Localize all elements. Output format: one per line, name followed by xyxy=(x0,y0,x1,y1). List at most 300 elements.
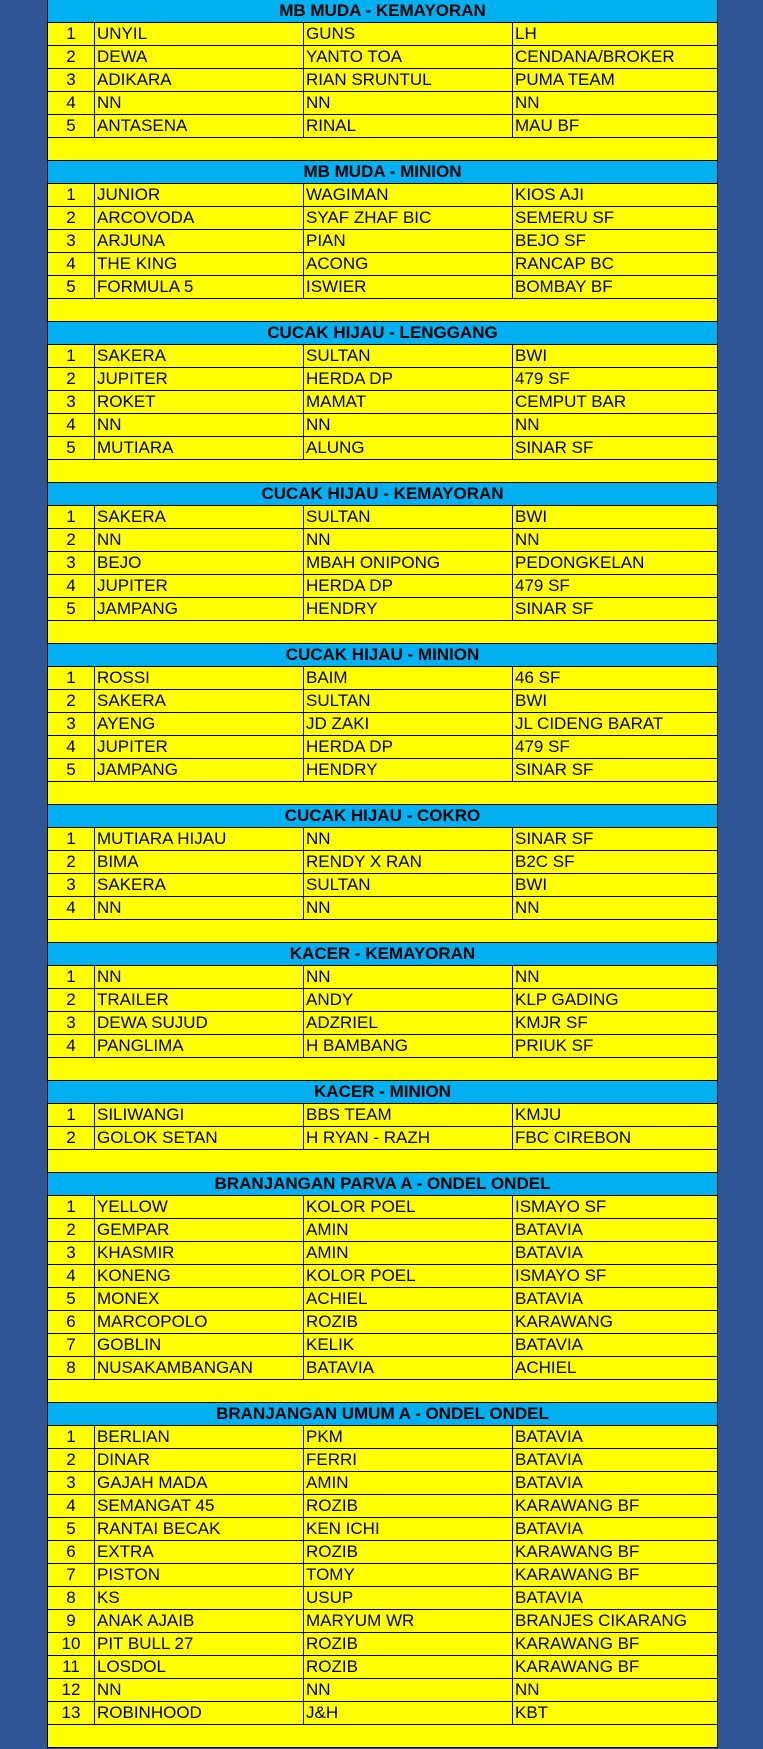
section-spacer xyxy=(48,621,717,644)
bird-name-cell: PISTON xyxy=(95,1564,304,1586)
owner-cell: HERDA DP xyxy=(304,368,513,390)
bird-name-cell: DEWA xyxy=(95,46,304,68)
bird-name-cell: PIT BULL 27 xyxy=(95,1633,304,1655)
bird-name-cell: GAJAH MADA xyxy=(95,1472,304,1494)
rank-cell: 2 xyxy=(48,207,95,229)
bird-name-cell: JUPITER xyxy=(95,368,304,390)
bird-name-cell: SAKERA xyxy=(95,690,304,712)
rank-cell: 2 xyxy=(48,46,95,68)
bird-name-cell: FORMULA 5 xyxy=(95,276,304,298)
rank-cell: 1 xyxy=(48,506,95,528)
rank-cell: 2 xyxy=(48,690,95,712)
rank-cell: 1 xyxy=(48,667,95,689)
bird-name-cell: BIMA xyxy=(95,851,304,873)
team-cell: BATAVIA xyxy=(515,1289,584,1308)
table-row xyxy=(48,598,717,621)
rank-cell: 10 xyxy=(48,1633,95,1655)
team-cell: NN xyxy=(515,415,540,434)
bird-name-cell: PANGLIMA xyxy=(95,1035,304,1057)
table-row xyxy=(48,759,717,782)
owner-cell: AMIN xyxy=(304,1242,513,1264)
owner-cell: WAGIMAN xyxy=(304,184,513,206)
owner-cell: AMIN xyxy=(304,1219,513,1241)
owner-cell: ALUNG xyxy=(304,437,513,459)
owner-cell: MBAH ONIPONG xyxy=(304,552,513,574)
bird-name-cell: NN xyxy=(95,897,304,919)
section-spacer xyxy=(48,1380,717,1403)
table-row xyxy=(48,667,717,690)
bird-name-cell: SAKERA xyxy=(95,345,304,367)
owner-cell: SYAF ZHAF BIC xyxy=(304,207,513,229)
owner-cell: HENDRY xyxy=(304,759,513,781)
table-row xyxy=(48,1541,717,1564)
table-row xyxy=(48,1518,717,1541)
section-spacer xyxy=(48,1725,717,1748)
team-cell: SINAR SF xyxy=(515,599,594,618)
rank-cell: 4 xyxy=(48,575,95,597)
table-row xyxy=(48,1012,717,1035)
rank-cell: 9 xyxy=(48,1610,95,1632)
bird-name-cell: EXTRA xyxy=(95,1541,304,1563)
owner-cell: HENDRY xyxy=(304,598,513,620)
owner-cell: HERDA DP xyxy=(304,736,513,758)
bird-name-cell: JUPITER xyxy=(95,575,304,597)
table-row xyxy=(48,552,717,575)
bird-name-cell: ROSSI xyxy=(95,667,304,689)
table-row xyxy=(48,1265,717,1288)
rank-cell: 4 xyxy=(48,414,95,436)
team-cell: RANCAP BC xyxy=(515,254,614,273)
team-cell: NN xyxy=(515,93,540,112)
table-row xyxy=(48,1702,717,1725)
owner-cell: NN xyxy=(304,897,513,919)
table-row xyxy=(48,506,717,529)
bird-name-cell: JUPITER xyxy=(95,736,304,758)
rank-cell: 7 xyxy=(48,1334,95,1356)
owner-cell: NN xyxy=(304,92,513,114)
team-cell: KARAWANG BF xyxy=(515,1542,640,1561)
rank-cell: 12 xyxy=(48,1679,95,1701)
bird-name-cell: TRAILER xyxy=(95,989,304,1011)
table-row xyxy=(48,874,717,897)
rank-cell: 3 xyxy=(48,713,95,735)
rank-cell: 5 xyxy=(48,598,95,620)
rank-cell: 5 xyxy=(48,115,95,137)
team-cell: ACHIEL xyxy=(515,1358,577,1377)
team-cell: 479 SF xyxy=(515,737,570,756)
bird-name-cell: NN xyxy=(95,1679,304,1701)
table-row xyxy=(48,1633,717,1656)
bird-name-cell: KS xyxy=(95,1587,304,1609)
owner-cell: TOMY xyxy=(304,1564,513,1586)
section-header: CUCAK HIJAU - COKRO xyxy=(48,805,717,828)
bird-name-cell: ROKET xyxy=(95,391,304,413)
owner-cell: ROZIB xyxy=(304,1311,513,1333)
table-row xyxy=(48,690,717,713)
bird-name-cell: SILIWANGI xyxy=(95,1104,304,1126)
rank-cell: 8 xyxy=(48,1357,95,1379)
table-row xyxy=(48,529,717,552)
owner-cell: NN xyxy=(304,966,513,988)
rank-cell: 2 xyxy=(48,851,95,873)
owner-cell: RENDY X RAN xyxy=(304,851,513,873)
bird-name-cell: JAMPANG xyxy=(95,759,304,781)
bird-name-cell: MARCOPOLO xyxy=(95,1311,304,1333)
bird-name-cell: MUTIARA xyxy=(95,437,304,459)
owner-cell: AMIN xyxy=(304,1472,513,1494)
team-cell: SEMERU SF xyxy=(515,208,615,227)
rank-cell: 3 xyxy=(48,874,95,896)
bird-name-cell: THE KING xyxy=(95,253,304,275)
owner-cell: NN xyxy=(304,414,513,436)
team-cell: BATAVIA xyxy=(515,1335,584,1354)
owner-cell: ROZIB xyxy=(304,1633,513,1655)
rank-cell: 1 xyxy=(48,1196,95,1218)
table-row xyxy=(48,1334,717,1357)
team-cell: 479 SF xyxy=(515,369,570,388)
rank-cell: 7 xyxy=(48,1564,95,1586)
team-cell: NN xyxy=(515,898,540,917)
table-row xyxy=(48,1679,717,1702)
owner-cell: ROZIB xyxy=(304,1495,513,1517)
bird-name-cell: BERLIAN xyxy=(95,1426,304,1448)
owner-cell: PKM xyxy=(304,1426,513,1448)
rank-cell: 5 xyxy=(48,276,95,298)
table-row xyxy=(48,1472,717,1495)
bird-name-cell: RANTAI BECAK xyxy=(95,1518,304,1540)
section-spacer xyxy=(48,138,717,161)
rank-cell: 2 xyxy=(48,1127,95,1149)
table-row xyxy=(48,391,717,414)
rank-cell: 13 xyxy=(48,1702,95,1724)
section-spacer xyxy=(48,1150,717,1173)
bird-name-cell: AYENG xyxy=(95,713,304,735)
table-row xyxy=(48,1656,717,1679)
team-cell: CEMPUT BAR xyxy=(515,392,627,411)
table-row xyxy=(48,1242,717,1265)
bird-name-cell: MONEX xyxy=(95,1288,304,1310)
owner-cell: NN xyxy=(304,828,513,850)
owner-cell: J&H xyxy=(304,1702,513,1724)
table-row xyxy=(48,1357,717,1380)
bird-name-cell: DEWA SUJUD xyxy=(95,1012,304,1034)
table-row xyxy=(48,46,717,69)
owner-cell: MAMAT xyxy=(304,391,513,413)
owner-cell: ISWIER xyxy=(304,276,513,298)
table-row xyxy=(48,184,717,207)
rank-cell: 3 xyxy=(48,1472,95,1494)
section-spacer xyxy=(48,299,717,322)
team-cell: KARAWANG xyxy=(515,1312,613,1331)
team-cell: 46 SF xyxy=(515,668,561,687)
team-cell: ISMAYO SF xyxy=(515,1266,607,1285)
rank-cell: 4 xyxy=(48,897,95,919)
owner-cell: SULTAN xyxy=(304,345,513,367)
table-row xyxy=(48,1564,717,1587)
team-cell: 479 SF xyxy=(515,576,570,595)
rank-cell: 1 xyxy=(48,1104,95,1126)
section-spacer xyxy=(48,920,717,943)
team-cell: BATAVIA xyxy=(515,1473,584,1492)
team-cell: KMJU xyxy=(515,1105,562,1124)
owner-cell: USUP xyxy=(304,1587,513,1609)
table-row xyxy=(48,345,717,368)
owner-cell: NN xyxy=(304,1679,513,1701)
section-header: MB MUDA - KEMAYORAN xyxy=(48,0,717,23)
table-row xyxy=(48,69,717,92)
rank-cell: 6 xyxy=(48,1541,95,1563)
bird-name-cell: ANAK AJAIB xyxy=(95,1610,304,1632)
bird-name-cell: GOBLIN xyxy=(95,1334,304,1356)
rank-cell: 4 xyxy=(48,253,95,275)
rank-cell: 3 xyxy=(48,1242,95,1264)
owner-cell: SULTAN xyxy=(304,506,513,528)
rank-cell: 3 xyxy=(48,391,95,413)
table-row xyxy=(48,1288,717,1311)
table-row xyxy=(48,897,717,920)
table-row xyxy=(48,713,717,736)
table-row xyxy=(48,230,717,253)
rank-cell: 8 xyxy=(48,1587,95,1609)
team-cell: KARAWANG BF xyxy=(515,1565,640,1584)
bird-name-cell: SAKERA xyxy=(95,874,304,896)
team-cell: B2C SF xyxy=(515,852,575,871)
section-header: BRANJANGAN UMUM A - ONDEL ONDEL xyxy=(48,1403,717,1426)
rank-cell: 1 xyxy=(48,1426,95,1448)
owner-cell: ACONG xyxy=(304,253,513,275)
team-cell: KLP GADING xyxy=(515,990,619,1009)
bird-name-cell: MUTIARA HIJAU xyxy=(95,828,304,850)
table-row xyxy=(48,115,717,138)
rank-cell: 2 xyxy=(48,1449,95,1471)
team-cell: BATAVIA xyxy=(515,1220,584,1239)
team-cell: BOMBAY BF xyxy=(515,277,613,296)
team-cell: BATAVIA xyxy=(515,1243,584,1262)
team-cell: KARAWANG BF xyxy=(515,1657,640,1676)
owner-cell: SULTAN xyxy=(304,690,513,712)
team-cell: PEDONGKELAN xyxy=(515,553,645,572)
table-row xyxy=(48,966,717,989)
section-header: BRANJANGAN PARVA A - ONDEL ONDEL xyxy=(48,1173,717,1196)
bird-name-cell: ARCOVODA xyxy=(95,207,304,229)
bird-name-cell: ARJUNA xyxy=(95,230,304,252)
table-row xyxy=(48,276,717,299)
team-cell: MAU BF xyxy=(515,116,580,135)
team-cell: ISMAYO SF xyxy=(515,1197,607,1216)
owner-cell: MARYUM WR xyxy=(304,1610,513,1632)
owner-cell: ROZIB xyxy=(304,1656,513,1678)
rank-cell: 3 xyxy=(48,230,95,252)
team-cell: NN xyxy=(515,530,540,549)
table-row xyxy=(48,92,717,115)
table-row xyxy=(48,1587,717,1610)
team-cell: PUMA TEAM xyxy=(515,70,615,89)
table-row xyxy=(48,1219,717,1242)
rank-cell: 3 xyxy=(48,552,95,574)
owner-cell: BATAVIA xyxy=(304,1357,513,1379)
bird-name-cell: SEMANGAT 45 xyxy=(95,1495,304,1517)
table-row xyxy=(48,1196,717,1219)
team-cell: PRIUK SF xyxy=(515,1036,594,1055)
table-row xyxy=(48,1035,717,1058)
table-row xyxy=(48,828,717,851)
table-row xyxy=(48,1610,717,1633)
owner-cell: KOLOR POEL xyxy=(304,1196,513,1218)
table-row xyxy=(48,736,717,759)
table-row xyxy=(48,1104,717,1127)
team-cell: KARAWANG BF xyxy=(515,1634,640,1653)
rank-cell: 4 xyxy=(48,92,95,114)
owner-cell: H BAMBANG xyxy=(304,1035,513,1057)
rank-cell: 11 xyxy=(48,1656,95,1678)
bird-name-cell: ANTASENA xyxy=(95,115,304,137)
owner-cell: KOLOR POEL xyxy=(304,1265,513,1287)
rank-cell: 5 xyxy=(48,759,95,781)
team-cell: BWI xyxy=(515,691,548,710)
bird-name-cell: NN xyxy=(95,414,304,436)
team-cell: BATAVIA xyxy=(515,1588,584,1607)
rank-cell: 4 xyxy=(48,1495,95,1517)
team-cell: SINAR SF xyxy=(515,438,594,457)
rank-cell: 2 xyxy=(48,989,95,1011)
results-sheet xyxy=(47,0,718,1748)
owner-cell: KELIK xyxy=(304,1334,513,1356)
rank-cell: 2 xyxy=(48,529,95,551)
table-row xyxy=(48,1426,717,1449)
rank-cell: 1 xyxy=(48,828,95,850)
rank-cell: 4 xyxy=(48,1265,95,1287)
bird-name-cell: NN xyxy=(95,92,304,114)
section-header: KACER - KEMAYORAN xyxy=(48,943,717,966)
section-header: KACER - MINION xyxy=(48,1081,717,1104)
owner-cell: ROZIB xyxy=(304,1541,513,1563)
table-row xyxy=(48,207,717,230)
rank-cell: 5 xyxy=(48,437,95,459)
team-cell: SINAR SF xyxy=(515,760,594,779)
rank-cell: 4 xyxy=(48,1035,95,1057)
rank-cell: 4 xyxy=(48,736,95,758)
rank-cell: 1 xyxy=(48,966,95,988)
section-spacer xyxy=(48,460,717,483)
table-row xyxy=(48,437,717,460)
table-row xyxy=(48,989,717,1012)
rank-cell: 1 xyxy=(48,345,95,367)
table-row xyxy=(48,1127,717,1150)
team-cell: BWI xyxy=(515,507,548,526)
rank-cell: 3 xyxy=(48,69,95,91)
rank-cell: 5 xyxy=(48,1288,95,1310)
rank-cell: 1 xyxy=(48,184,95,206)
rank-cell: 3 xyxy=(48,1012,95,1034)
section-spacer xyxy=(48,1058,717,1081)
bird-name-cell: GOLOK SETAN xyxy=(95,1127,304,1149)
table-row xyxy=(48,1449,717,1472)
table-row xyxy=(48,575,717,598)
bird-name-cell: NN xyxy=(95,966,304,988)
owner-cell: RIAN SRUNTUL xyxy=(304,69,513,91)
owner-cell: GUNS xyxy=(304,23,513,45)
team-cell: BATAVIA xyxy=(515,1450,584,1469)
owner-cell: BAIM xyxy=(304,667,513,689)
rank-cell: 1 xyxy=(48,23,95,45)
owner-cell: ACHIEL xyxy=(304,1288,513,1310)
owner-cell: BBS TEAM xyxy=(304,1104,513,1126)
team-cell: BEJO SF xyxy=(515,231,586,250)
bird-name-cell: SAKERA xyxy=(95,506,304,528)
section-spacer xyxy=(48,782,717,805)
bird-name-cell: NN xyxy=(95,529,304,551)
bird-name-cell: LOSDOL xyxy=(95,1656,304,1678)
section-header: CUCAK HIJAU - KEMAYORAN xyxy=(48,483,717,506)
owner-cell: FERRI xyxy=(304,1449,513,1471)
rank-cell: 2 xyxy=(48,368,95,390)
rank-cell: 6 xyxy=(48,1311,95,1333)
bird-name-cell: JUNIOR xyxy=(95,184,304,206)
bird-name-cell: UNYIL xyxy=(95,23,304,45)
rank-cell: 5 xyxy=(48,1518,95,1540)
bird-name-cell: JAMPANG xyxy=(95,598,304,620)
team-cell: BWI xyxy=(515,346,548,365)
team-cell: KARAWANG BF xyxy=(515,1496,640,1515)
table-row xyxy=(48,23,717,46)
owner-cell: RINAL xyxy=(304,115,513,137)
team-cell: NN xyxy=(515,1680,540,1699)
owner-cell: KEN ICHI xyxy=(304,1518,513,1540)
team-cell: JL CIDENG BARAT xyxy=(515,714,664,733)
bird-name-cell: GEMPAR xyxy=(95,1219,304,1241)
owner-cell: ADZRIEL xyxy=(304,1012,513,1034)
bird-name-cell: YELLOW xyxy=(95,1196,304,1218)
table-row xyxy=(48,414,717,437)
owner-cell: JD ZAKI xyxy=(304,713,513,735)
rank-cell: 2 xyxy=(48,1219,95,1241)
team-cell: CENDANA/BROKER xyxy=(515,47,675,66)
bird-name-cell: BEJO xyxy=(95,552,304,574)
team-cell: SINAR SF xyxy=(515,829,594,848)
owner-cell: ANDY xyxy=(304,989,513,1011)
team-cell: NN xyxy=(515,967,540,986)
table-row xyxy=(48,1311,717,1334)
bird-name-cell: KONENG xyxy=(95,1265,304,1287)
section-header: CUCAK HIJAU - LENGGANG xyxy=(48,322,717,345)
bird-name-cell: NUSAKAMBANGAN xyxy=(95,1357,304,1379)
bird-name-cell: KHASMIR xyxy=(95,1242,304,1264)
team-cell: BWI xyxy=(515,875,548,894)
section-header: MB MUDA - MINION xyxy=(48,161,717,184)
team-cell: KIOS AJI xyxy=(515,185,584,204)
owner-cell: HERDA DP xyxy=(304,575,513,597)
owner-cell: NN xyxy=(304,529,513,551)
section-header: CUCAK HIJAU - MINION xyxy=(48,644,717,667)
owner-cell: PIAN xyxy=(304,230,513,252)
bird-name-cell: ROBINHOOD xyxy=(95,1702,304,1724)
table-row xyxy=(48,368,717,391)
owner-cell: YANTO TOA xyxy=(304,46,513,68)
table-row xyxy=(48,253,717,276)
team-cell: KBT xyxy=(515,1703,549,1722)
team-cell: LH xyxy=(515,24,537,43)
team-cell: BATAVIA xyxy=(515,1519,584,1538)
owner-cell: H RYAN - RAZH xyxy=(304,1127,513,1149)
team-cell: KMJR SF xyxy=(515,1013,588,1032)
team-cell: BRANJES CIKARANG xyxy=(515,1611,687,1630)
bird-name-cell: DINAR xyxy=(95,1449,304,1471)
team-cell: FBC CIREBON xyxy=(515,1128,632,1147)
table-row xyxy=(48,851,717,874)
team-cell: BATAVIA xyxy=(515,1427,584,1446)
table-row xyxy=(48,1495,717,1518)
owner-cell: SULTAN xyxy=(304,874,513,896)
